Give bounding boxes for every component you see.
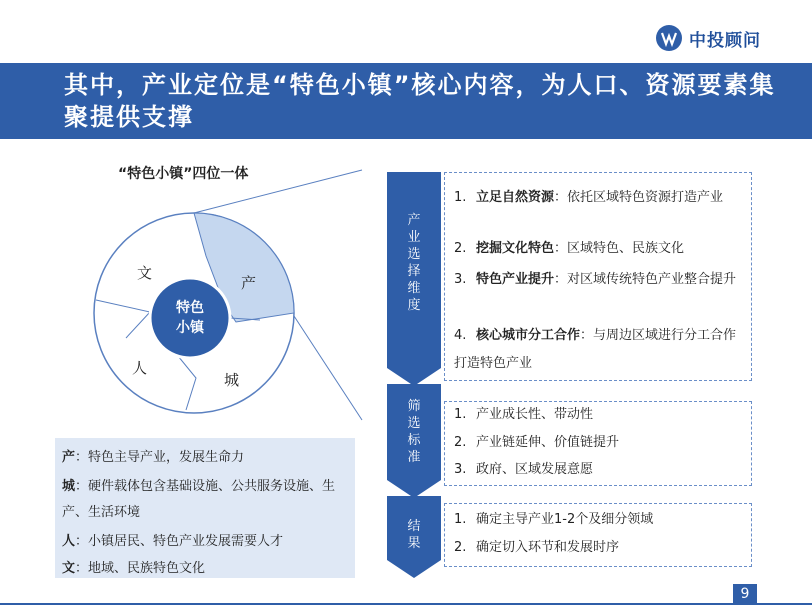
list-item	[454, 240, 744, 258]
stage-label-criteria: 筛 选 标 准	[407, 399, 421, 465]
footer-line	[0, 603, 812, 605]
list-item	[454, 266, 740, 294]
item-number: 1.	[454, 407, 467, 422]
connector-top	[194, 170, 362, 213]
item-text: ：对区域传统特色产业整合提升	[554, 272, 737, 287]
item-text: 确定主导产业1-2个及细分领域	[476, 512, 654, 527]
segment-label-culture: 文	[137, 264, 153, 282]
connector-bottom	[294, 316, 362, 420]
item-bold: 挖掘文化特色	[476, 241, 555, 256]
segment-label-city: 城	[224, 371, 240, 389]
item-number: 3.	[454, 272, 467, 287]
item-bold: 特色产业提升	[476, 272, 555, 287]
item-number: 4.	[454, 328, 467, 343]
legend-key: 产	[62, 450, 76, 465]
center-label-text: 特色 小镇	[176, 300, 204, 336]
item-number: 1.	[454, 512, 467, 527]
legend-industry	[62, 446, 352, 465]
list-item	[454, 434, 619, 452]
legend-city	[62, 474, 354, 526]
legend-text: ：硬件载体包含基础设施、公共服务设施、生产、生活环境	[62, 479, 336, 520]
legend-key: 人	[62, 534, 76, 549]
item-text: 产业成长性、带动性	[476, 407, 594, 422]
legend-people	[62, 530, 352, 549]
segment-label-people: 人	[132, 359, 148, 377]
center-label	[170, 298, 210, 338]
item-text: ：与周边区域进行分工合作打造特色产业	[454, 328, 737, 371]
legend-key: 城	[62, 479, 76, 494]
logo-text: 中投顾问	[689, 30, 761, 51]
list-item	[454, 511, 653, 529]
list-item	[454, 461, 593, 479]
item-number: 2.	[454, 540, 467, 555]
item-number: 2.	[454, 241, 467, 256]
stage-label-result: 结 果	[407, 519, 421, 551]
item-number: 3.	[454, 462, 467, 477]
legend-culture	[62, 557, 352, 576]
legend-key: 文	[62, 561, 76, 576]
item-text: 确定切入环节和发展时序	[476, 540, 620, 555]
page-title: 其中，产业定位是“特色小镇”核心内容，为人口、资源要素集聚提供支撑	[64, 71, 776, 131]
item-number: 1.	[454, 190, 467, 205]
item-bold: 立足自然资源	[476, 190, 555, 205]
page-number: 9	[733, 584, 757, 604]
item-text: 政府、区域发展意愿	[476, 462, 594, 477]
diagram-title: “特色小镇”四位一体	[118, 166, 249, 182]
stage-label-selection: 产 业 选 择 维 度	[407, 213, 421, 313]
item-bold: 核心城市分工合作	[476, 328, 581, 343]
list-item	[454, 184, 740, 212]
list-item	[454, 406, 593, 424]
item-number: 2.	[454, 435, 467, 450]
segment-label-industry: 产	[241, 274, 257, 292]
list-item	[454, 539, 619, 557]
legend-text: ：地域、民族特色文化	[75, 561, 206, 576]
item-text: ：区域特色、民族文化	[554, 241, 685, 256]
item-text: 产业链延伸、价值链提升	[476, 435, 620, 450]
list-item	[454, 322, 740, 378]
legend-text: ：特色主导产业，发展生命力	[75, 450, 245, 465]
item-text: ：依托区域特色资源打造产业	[554, 190, 724, 205]
legend-text: ：小镇居民、特色产业发展需要人才	[75, 534, 284, 549]
